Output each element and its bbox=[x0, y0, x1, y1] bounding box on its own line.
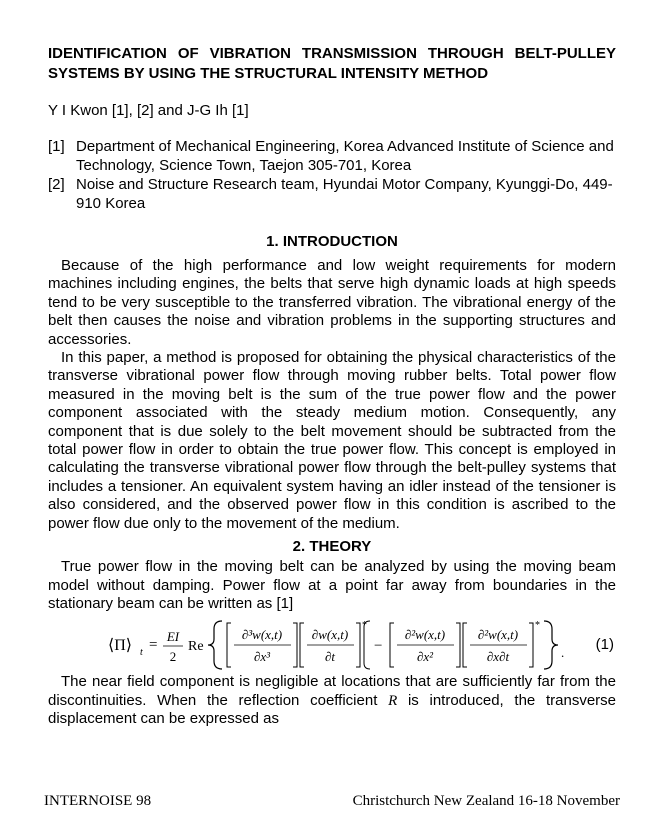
eq-term4-den: ∂x∂t bbox=[486, 649, 510, 665]
paper-page bbox=[48, 44, 616, 729]
eq-bracket bbox=[390, 623, 394, 667]
eq-coef-den: 2 bbox=[169, 649, 177, 665]
eq-lhs: ⟨Π⟩ bbox=[108, 637, 133, 655]
theory-paragraph-1: True power flow in the moving belt can be analyzed by using the moving beam model without damping. Power flow at a point far away from boundaries in the stationary beam can be written as [1] bbox=[48, 558, 616, 612]
intro-paragraph-1: Because of the high performance and low weight requirements for modern machines including engines, the belts that serve high dynamic loads at high speeds tend to be very susceptible to the transferred vibration. The vibrational energy of the belt then causes the noise and vibration problems in the supporting structures and accessories. bbox=[48, 257, 616, 348]
footer-location-date: Christchurch New Zealand 16-18 November bbox=[352, 793, 620, 809]
equation-graphic bbox=[48, 617, 568, 673]
affiliation-1 bbox=[48, 137, 616, 175]
section-heading-theory: 2. THEORY bbox=[292, 538, 372, 556]
eq-term1-den: ∂x³ bbox=[253, 649, 271, 665]
equation-1 bbox=[48, 617, 616, 673]
eq-conj-star-1: * bbox=[362, 620, 367, 632]
eq-term2-num: ∂w(x,t) bbox=[311, 627, 349, 643]
eq-term3-num: ∂²w(x,t) bbox=[404, 627, 446, 643]
eq-bracket bbox=[293, 623, 297, 667]
eq-bracket bbox=[529, 623, 533, 667]
page-footer bbox=[44, 793, 620, 810]
section-heading-introduction: 1. INTRODUCTION bbox=[266, 233, 398, 250]
eq-bracket bbox=[300, 623, 304, 667]
eq-right-brace bbox=[544, 621, 558, 669]
author-line: Y I Kwon [1], [2] and J-G Ih [1] bbox=[48, 102, 249, 119]
eq-term1-num: ∂³w(x,t) bbox=[241, 627, 283, 643]
eq-minus: − bbox=[374, 638, 383, 655]
eq-bracket bbox=[227, 623, 231, 667]
eq-term2-den: ∂t bbox=[324, 649, 336, 665]
paper-title: IDENTIFICATION OF VIBRATION TRANSMISSION THROUGH BELT-PULLEY SYSTEMS BY USING THE STRUCTURAL INTENSITY METHOD bbox=[48, 45, 616, 82]
affiliations bbox=[48, 137, 616, 213]
eq-bracket bbox=[463, 623, 467, 667]
affiliation-text: Noise and Structure Research team, Hyundai Motor Company, Kyunggi-Do, 449-910 Korea bbox=[76, 176, 613, 212]
theory-text-before: The near field component is negligible at locations that are sufficiently far from the discontinuities. When the reflection coefficient bbox=[48, 673, 616, 709]
eq-bracket bbox=[456, 623, 460, 667]
eq-lhs-sub: t bbox=[140, 647, 143, 659]
intro-paragraph-2: In this paper, a method is proposed for obtaining the physical characteristics of the transverse vibrational power flow through moving rubber belts. Total power flow measured in the moving belt is the sum of the true power flow and the power component associated with the steady medium motion. Consequently, any component that is due solely to the belt movement should be subtracted from the total power flow in order to obtain the true power flow. This concept is employed in calculating the transverse vibrational power flow through the belt-pulley systems that includes a tensioner. An equivalent system having an idler instead of the tensioner is also considered, and the observed power flow in this condition is ascribed to the power flow due only to the movement of the medium. bbox=[48, 349, 616, 532]
affiliation-text: Department of Mechanical Engineering, Korea Advanced Institute of Science and Technology, Science Town, Taejon 305-701, Korea bbox=[76, 138, 614, 174]
eq-equals: = bbox=[149, 637, 158, 654]
equation-number: (1) bbox=[595, 636, 614, 654]
eq-coef-num: EI bbox=[166, 629, 180, 645]
reflection-coefficient-symbol: R bbox=[388, 692, 398, 709]
eq-re: Re bbox=[188, 639, 204, 655]
footer-conference: INTERNOISE 98 bbox=[44, 793, 152, 809]
affiliation-number: [2] bbox=[48, 176, 65, 193]
theory-paragraph-2 bbox=[48, 673, 616, 728]
eq-term3-den: ∂x² bbox=[416, 649, 434, 665]
eq-term4-num: ∂²w(x,t) bbox=[477, 627, 519, 643]
eq-conj-star-2: * bbox=[535, 620, 540, 632]
eq-left-brace bbox=[208, 621, 222, 669]
affiliation-2 bbox=[48, 175, 616, 213]
affiliation-number: [1] bbox=[48, 138, 65, 155]
eq-period: . bbox=[561, 645, 565, 661]
eq-bracket bbox=[356, 623, 360, 667]
theory-text-after: is introduced, the transverse displacement can be expressed as bbox=[48, 691, 616, 728]
